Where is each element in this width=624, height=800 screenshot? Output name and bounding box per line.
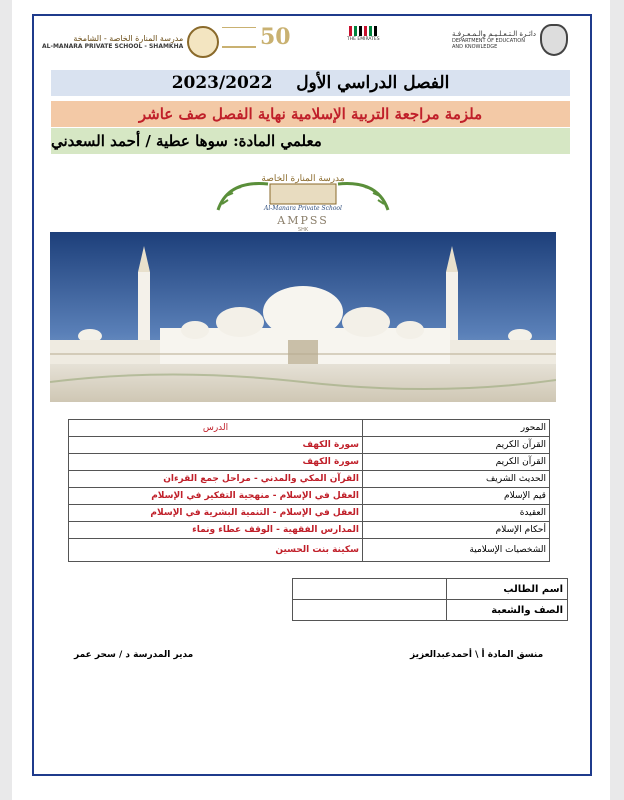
school-header-logo [42,26,219,58]
lesson-cell: المدارس الفقهية - الوقف عطاء ونماء [69,522,363,539]
axis-cell: القرآن الكريم [363,454,550,471]
lesson-cell: العقل في الإسلام - التنمية البشرية في الإسلام [69,505,363,522]
table-row [69,437,550,454]
axis-cell: قيم الإسلام [363,488,550,505]
adek-english-2: AND KNOWLEDGE [452,44,498,50]
lesson-cell: القرآن المكي والمدني - مراحل جمع القرءان [69,471,363,488]
crest-acronym-text: AMPSS [277,214,329,227]
emirates-label: THE EMIRATES [347,37,380,42]
student-name-row [293,579,568,600]
school-name-arabic: مدرسة المنارة الخاصة - الشامخة [73,34,184,43]
axis-cell: أحكام الإسلام [363,522,550,539]
lesson-cell: سورة الكهف [69,454,363,471]
crest-latin-text: Al-Manara Private School [264,205,342,212]
principal-signature: مدير المدرسة د / سحر عمر [74,650,194,660]
adek-english-1: DEPARTMENT OF EDUCATION [452,38,525,44]
abu-dhabi-emblem-icon [540,24,568,56]
teachers-line [51,128,570,154]
booklet-title [51,101,570,127]
document-page [12,0,610,800]
axis-column-header: المحور [363,420,550,437]
emirates-stripes-icon [349,26,377,36]
school-name-english: AL-MANARA PRIVATE SCHOOL - SHAMKHA [42,43,184,50]
skyline-icon [222,27,256,48]
table-row [69,488,550,505]
adek-logo [452,24,568,56]
emirates-brand-logo [347,26,380,42]
student-class-label: الصف والشعبة [447,600,568,621]
teachers-line-text: معلمي المادة: سوها عطية / أحمد السعدني [51,132,322,150]
fifty-label: 50 [260,24,291,50]
lesson-column-header: الدرس [69,420,363,437]
table-row [69,505,550,522]
student-name-field[interactable] [293,579,447,600]
table-row [69,471,550,488]
crest-sub-text: SHK [297,227,309,232]
crest-arabic-text: مدرسة المنارة الخاصة [261,174,345,184]
table-header-row [69,420,550,437]
student-name-label: اسم الطالب [447,579,568,600]
student-class-row [293,600,568,621]
mosque-photo [50,232,556,402]
booklet-title-text: ملزمة مراجعة التربية الإسلامية نهاية الفصل صف عاشر [138,105,483,123]
table-row [69,454,550,471]
table-row [69,522,550,539]
school-seal-icon [187,26,219,58]
axis-cell: العقيدة [363,505,550,522]
student-info-table [292,578,568,621]
lesson-cell: العقل في الإسلام - منهجية التفكير في الإسلام [69,488,363,505]
lesson-cell: سكينة بنت الحسين [69,539,363,562]
lessons-table [68,419,550,562]
table-row [69,539,550,562]
fifty-years-logo [222,24,291,50]
semester-title-text: الفصل الدراسي الأول 2023/2022 [171,73,450,93]
semester-title [51,70,570,96]
adek-arabic: دائـرة الـتـعـلـيـم والـمـعـرفـة [452,30,536,38]
axis-cell: الحديث الشريف [363,471,550,488]
axis-cell: الشخصيات الإسلامية [363,539,550,562]
lesson-cell: سورة الكهف [69,437,363,454]
school-crest-logo [208,170,398,232]
coordinator-signature: منسق المادة أ \ أحمدعبدالعزيز [410,650,544,660]
student-class-field[interactable] [293,600,447,621]
axis-cell: القرآن الكريم [363,437,550,454]
